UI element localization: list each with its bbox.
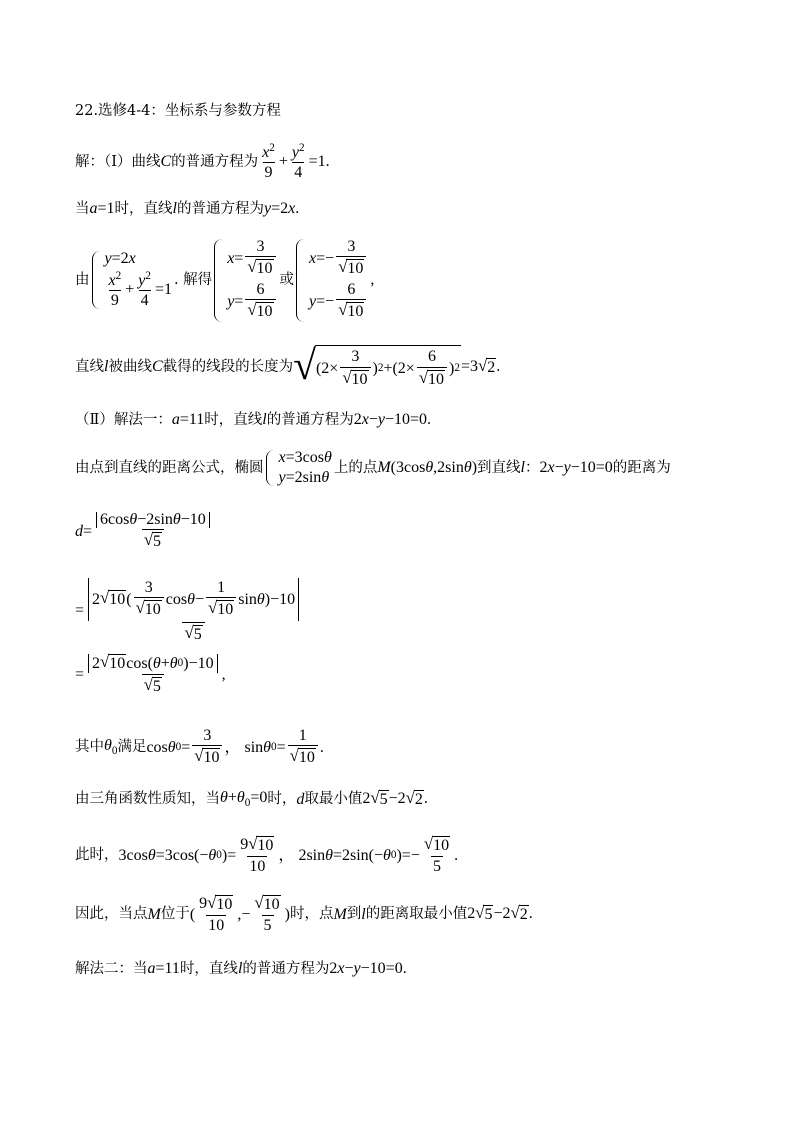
text-segment: （Ⅱ）解法一： — [75, 411, 172, 428]
text-segment: 的普通方程为 — [171, 153, 259, 170]
math-inline: y=2x. — [263, 200, 300, 217]
line-distance-step3 — [75, 654, 226, 697]
math-inline: a=1 — [89, 200, 115, 217]
math-symbol: l — [104, 358, 109, 376]
text-segment: 直线 — [75, 359, 104, 376]
line-system-solution: 由 y =2 x $\frac{x^2}{9}$ + $\frac{y^2}{4}$ =1 . 解得 x = 3 √ 10 y = 6 √ 10 或 x =− 3 √ 10 y =− 6 √ 10 , — [75, 238, 375, 321]
math-inline: 2x−y−10=0. — [353, 411, 432, 428]
text-segment: 截得的线段的长度为 — [162, 359, 294, 376]
line-distance-step2 — [75, 578, 303, 645]
point-m: M(3cosθ,2sinθ) — [377, 459, 478, 476]
ellipse-parametric: x =3cos θ y =2sin θ — [266, 450, 332, 486]
math-symbol: M — [147, 905, 161, 923]
text-segment: 解：（Ⅰ）曲线 — [75, 153, 161, 170]
math-symbol: C — [160, 153, 172, 171]
text-segment: 时，直线 — [204, 411, 263, 428]
line-distance-formula — [75, 450, 671, 486]
math-symbol: l — [520, 459, 525, 476]
distance-step3: = 2 √ 10 cos( θ + θ 0 )−10 √ 5 , — [75, 652, 226, 696]
distance-step2: = 2 √ 10 ( 3 √ 10 cos θ − 1 √ 10 sin θ )−10 √ 5 — [75, 578, 303, 645]
length-expression: √ (2× 3 √ 10 ) 2 +(2× 6 √ 10 ) 2 =3 √ 2 . — [293, 342, 501, 389]
section-title — [75, 104, 281, 119]
text-segment: 时，直线 — [179, 960, 238, 977]
text-segment: 由三角函数性质知，当 — [75, 791, 220, 808]
text-segment: 当 — [75, 200, 90, 217]
math-inline: a=11 — [171, 411, 205, 428]
curve-equation: $\frac{x^2}{9}$ + $\frac{y^2}{4}$ =1. — [262, 142, 330, 182]
text-segment: 此时， — [75, 847, 119, 864]
section-title-text: 22.选修4-4：坐标系与参数方程 — [75, 103, 281, 119]
math-symbol: d — [296, 790, 305, 808]
equation-system: y =2 x $\frac{x^2}{9}$ + $\frac{y^2}{4}$ =1 — [92, 251, 172, 309]
text-segment: 位于 — [160, 906, 190, 923]
text-segment: 到 — [346, 906, 362, 923]
text-segment: 的普通方程为 — [176, 200, 264, 217]
math-symbol: l — [262, 411, 267, 428]
text-segment: 解法二：当 — [75, 960, 148, 977]
text-segment: 的距离取最小值 — [365, 906, 468, 923]
math-symbol: l — [361, 905, 366, 923]
line-segment-length — [75, 342, 501, 390]
text-segment: 满足 — [117, 739, 147, 756]
line-curve-equation — [75, 143, 330, 181]
text-segment: . 解得 — [173, 272, 213, 289]
line-method2 — [75, 961, 407, 977]
math-symbol: l — [172, 200, 177, 217]
solution-system-1: x = 3 √ 10 y = 6 √ 10 — [214, 239, 277, 322]
line-line-equation — [75, 201, 299, 217]
text-segment: 因此，当点 — [75, 906, 148, 923]
text-segment: 的普通方程为 — [242, 960, 330, 977]
distance-expression: d = 6cos θ −2sin θ −10 √ 5 — [75, 512, 214, 551]
text-segment: ： — [524, 459, 540, 476]
line-conclusion — [75, 895, 533, 934]
text-segment: 的普通方程为 — [266, 411, 354, 428]
theta0-conditions: cos θ 0 = 3 √ 10 ， sin θ 0 = 1 √ 10 . — [146, 727, 324, 766]
min-value: 2 √ 5 −2 √ 2 . — [467, 903, 533, 923]
line-distance-d — [75, 512, 214, 551]
math-inline: 2x−y−10=0. — [329, 960, 407, 977]
point-coordinates: ( 9 √ 10 10 ,− √ 10 5 ) — [189, 893, 290, 935]
line-part2-method1 — [75, 412, 431, 428]
math-symbol: C — [151, 358, 163, 376]
text-segment: 的距离为 — [612, 459, 671, 476]
text-segment: 到直线 — [477, 459, 521, 476]
text-segment: 其中 — [75, 739, 104, 756]
math-inline: $\theta+\theta_0=0$ — [220, 789, 268, 810]
line-at-this-time — [75, 836, 458, 875]
text-segment: 由点到直线的距离公式，椭圆 — [75, 459, 264, 476]
line-theta0 — [75, 728, 324, 767]
text-segment: 由 — [75, 272, 90, 289]
solution-system-2: x =− 3 √ 10 y =− 6 √ 10 — [296, 239, 368, 322]
min-value: 2 √ 5 −2 √ 2 . — [362, 788, 428, 808]
line-min-value — [75, 790, 428, 809]
math-symbol: l — [237, 960, 243, 977]
math-symbol: M — [333, 905, 347, 923]
text-segment: 或 — [279, 272, 295, 289]
text-segment: 时，直线 — [114, 200, 173, 217]
text-segment: 上的点 — [333, 459, 378, 476]
coordinates-evaluation: 3cos θ =3cos(− θ 0 )= 9 √ 10 10 ， 2sin θ =2sin(− θ 0 )=− √ 10 5 . — [118, 834, 459, 876]
text-segment: 取最小值 — [304, 791, 363, 808]
math-inline: a=11 — [147, 960, 180, 977]
text-segment: 时， — [267, 791, 297, 808]
math-inline: 2x−y−10=0 — [539, 459, 613, 476]
text-segment: 被曲线 — [108, 359, 152, 376]
text-segment: 时，点 — [289, 906, 334, 923]
math-symbol: $\theta_0$ — [104, 737, 118, 758]
